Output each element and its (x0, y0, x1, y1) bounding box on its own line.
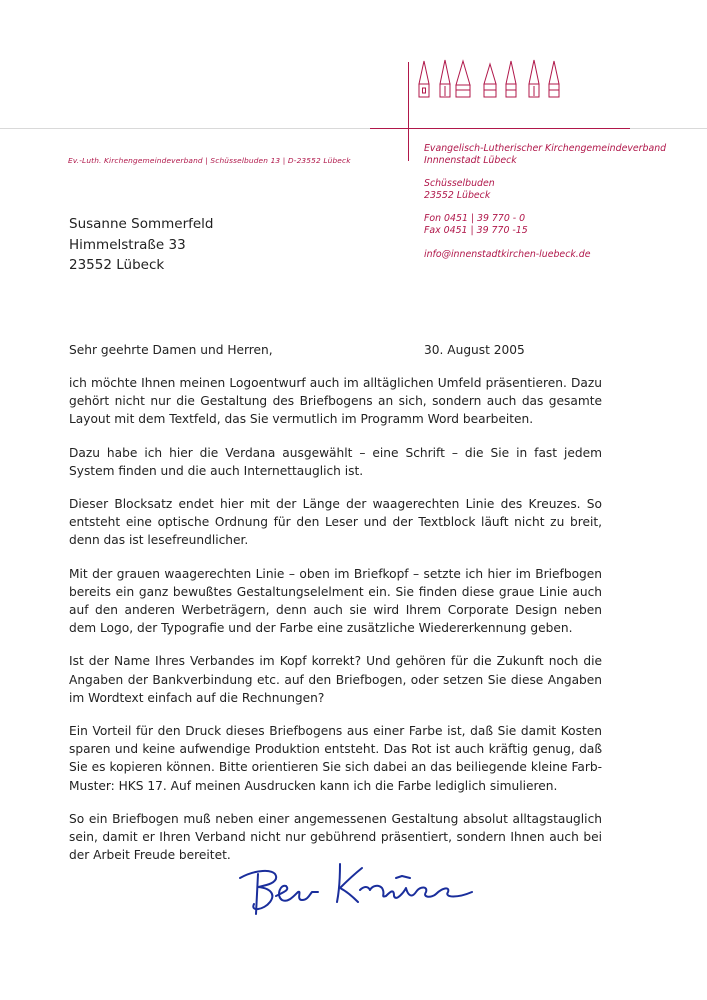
handwritten-signature (236, 856, 486, 930)
church-spires-icon (414, 58, 564, 102)
recipient-city: 23552 Lübeck (69, 257, 165, 273)
org-city: 23552 Lübeck (424, 189, 491, 201)
cross-horizontal-line (370, 128, 630, 129)
body-paragraph: So ein Briefbogen muß neben einer angemessenen Gestaltung absolut alltagstauglich sein, damit er Ihren Verband nicht nur gebührend präsentiert, sondern Ihnen auch bei der Arbeit Freude bereitet. (69, 811, 602, 863)
body-paragraph: Ein Vorteil für den Druck dieses Briefbogens aus einer Farbe ist, daß Sie damit Kosten sparen und keine aufwendige Produktion entsteht. Das Rot ist auch kräftig genug, daß Sie es kopieren können. Bitte orientieren Sie sich dabei an das beiliegende kleine Farb-Muster: HKS 17. Auf meinen Ausdrucken kann ich die Farbe lediglich simulieren. (69, 724, 602, 793)
body-paragraph: Dazu habe ich hier die Verdana ausgewählt – eine Schrift – die Sie in fast jedem System finden und die auch Internettauglich ist. (69, 445, 602, 478)
body-paragraph: Mit der grauen waagerechten Linie – oben im Briefkopf – setzte ich hier im Briefbogen bereits ein ganz bewußtes Gestaltungselelment ein. Sie finden diese graue Linie auch auf den anderen Werbeträgern, denn auch sie wird Ihrem Corporate Design neben dem Logo, der Typografie und der Farbe eine zusätzliche Wiedererkennung geben. (69, 566, 602, 636)
body-paragraph: Ist der Name Ihres Verbandes im Kopf korrekt? Und gehören für die Zukunft noch die Angaben der Bankverbindung etc. auf den Briefbogen, oder setzen Sie diese Angaben im Wordtext einfach auf die Rechnungen? (69, 654, 602, 705)
org-name-line-2: Innnenstadt Lübeck (424, 154, 517, 166)
recipient-address (69, 214, 214, 276)
cross-vertical-line (408, 62, 409, 161)
letter-date: 30. August 2005 (424, 343, 525, 357)
salutation: Sehr geehrte Damen und Herren, (69, 343, 273, 357)
recipient-street: Himmelstraße 33 (69, 236, 186, 253)
organization-contact-block (424, 143, 666, 260)
sender-return-address: Ev.-Luth. Kirchengemeindeverband | Schüsselbuden 13 | D-23552 Lübeck (68, 156, 351, 165)
body-paragraph: Dieser Blocksatz endet hier mit der Länge der waagerechten Linie des Kreuzes. So entsteht eine optische Ordnung für den Leser und der Textblock läuft nicht zu breit, denn das ist lesefreundlicher. (69, 497, 602, 548)
letter-body (69, 374, 602, 879)
body-paragraph: ich möchte Ihnen meinen Logoentwurf auch im alltäglichen Umfeld präsentieren. Dazu gehört nicht nur die Gestaltung des Briefbogens an sich, sondern auch das gesamte Layout mit dem Textfeld, das Sie vermutlich im Programm Word bearbeiten. (69, 376, 602, 427)
org-fax: Fax 0451 | 39 770 -15 (424, 224, 528, 236)
org-phone: Fon 0451 | 39 770 - 0 (424, 213, 526, 225)
org-name-line-1: Evangelisch-Lutherischer Kirchengemeindeverband (424, 143, 667, 154)
org-email[interactable]: info@innenstadtkirchen-luebeck.de (424, 248, 591, 260)
org-street: Schüsselbuden (424, 178, 495, 190)
recipient-name: Susanne Sommerfeld (69, 216, 214, 232)
